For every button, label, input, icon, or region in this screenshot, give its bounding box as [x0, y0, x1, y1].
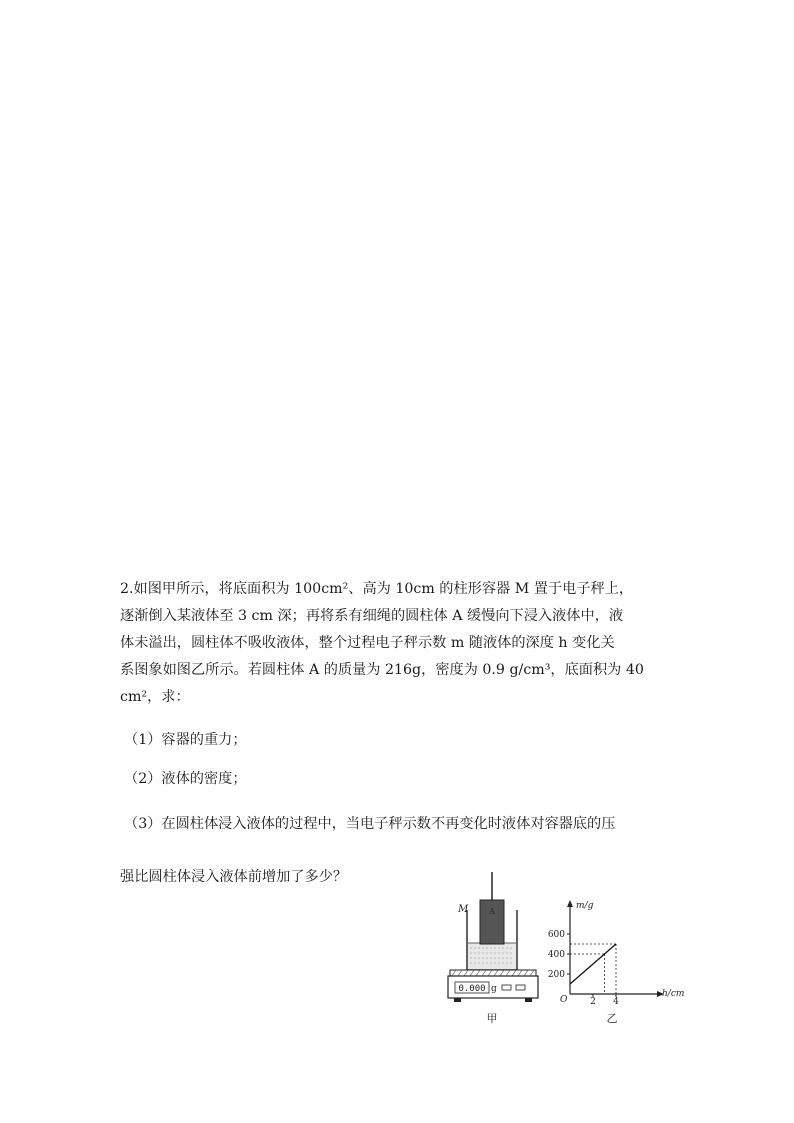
chart-yi	[548, 900, 685, 1025]
data-line	[570, 944, 616, 984]
caption-yi: 乙	[606, 1012, 618, 1025]
question-2: （2）液体的密度；	[124, 771, 247, 787]
problem-line-2: 逐渐倒入某液体至 3 cm 深；再将系有细绳的圆柱体 A 缓慢向下浸入液体中，液	[120, 608, 624, 624]
scale-foot-left	[454, 998, 461, 1002]
question-1: （1）容器的重力；	[124, 732, 247, 748]
origin-label: O	[560, 995, 568, 1005]
x-tick-label: 2	[590, 997, 596, 1007]
x-tick-label: 4	[613, 997, 619, 1007]
scale-reading: 0.000	[458, 984, 486, 994]
y-tick-label: 200	[547, 970, 565, 980]
y-axis-label: m/g	[576, 901, 594, 911]
y-axis-arrow	[567, 900, 573, 907]
y-tick-label: 400	[547, 950, 565, 960]
problem-line-3: 体未溢出，圆柱体不吸收液体，整个过程电子秤示数 m 随液体的深度 h 变化关	[120, 635, 615, 651]
scale-foot-right	[525, 998, 532, 1002]
label-a: A	[489, 907, 495, 916]
problem-line-1: 2.如图甲所示，将底面积为 100cm²、高为 10cm 的柱形容器 M 置于电子秤上，	[120, 581, 634, 597]
scale-platform	[450, 970, 536, 976]
scale-unit: g	[491, 984, 497, 994]
question-3-continued: 强比圆柱体浸入液体前增加了多少？	[120, 869, 348, 885]
problem-line-4: 系图象如图乙所示。若圆柱体 A 的质量为 216g，密度为 0.9 g/cm³，底面积为 40	[120, 662, 644, 678]
question-3: （3）在圆柱体浸入液体的过程中，当电子秤示数不再变化时液体对容器底的压	[124, 816, 616, 832]
y-tick-label: 600	[547, 930, 565, 940]
scale-button-1	[502, 985, 511, 990]
problem-text	[120, 576, 680, 711]
figure-jia	[440, 868, 700, 1028]
caption-jia: 甲	[486, 1012, 498, 1025]
scale-button-2	[516, 985, 525, 990]
problem-line-5: cm²，求：	[120, 689, 190, 705]
x-axis-label: h/cm	[662, 989, 685, 999]
label-m: M	[458, 904, 469, 915]
liquid	[468, 943, 516, 969]
